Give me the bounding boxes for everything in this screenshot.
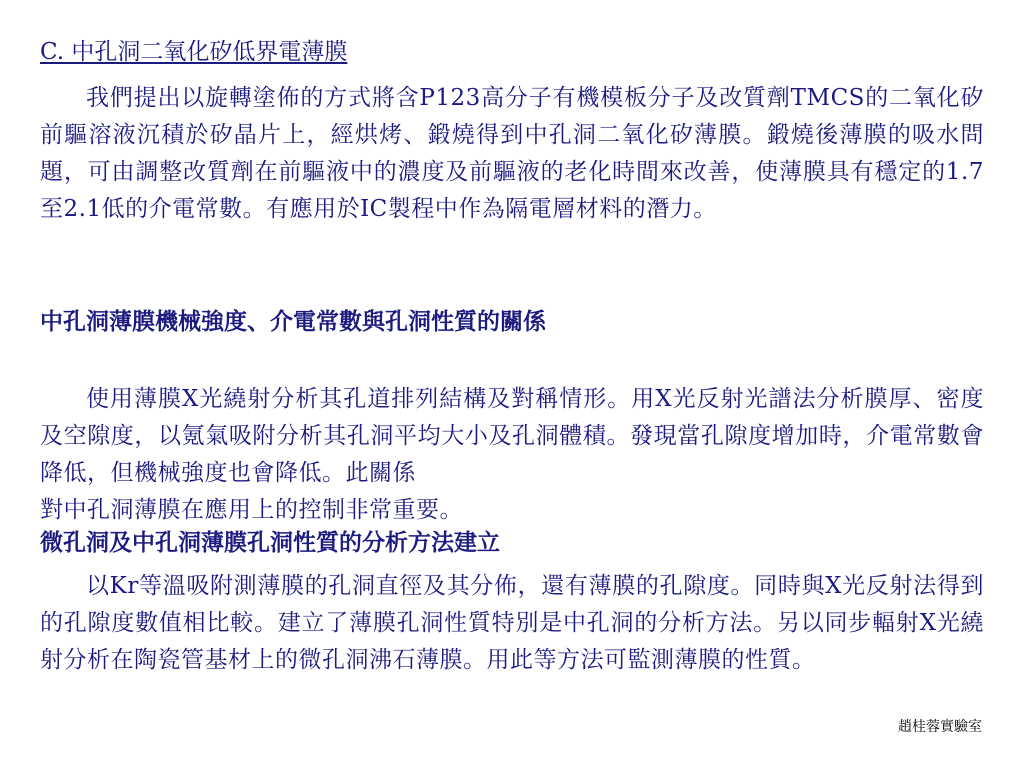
subheading-analysis-methods: 微孔洞及中孔洞薄膜孔洞性質的分析方法建立 [40,529,500,556]
footer-lab-label: 趙桂蓉實驗室 [898,719,982,735]
paragraph-2-block [40,381,984,529]
section-heading: C. 中孔洞二氧化矽低界電薄膜 [40,39,348,65]
paragraph-2-main: 使用薄膜X光繞射分析其孔道排列結構及對稱情形。用X光反射光譜法分析膜厚、密度及空隙度，以氪氣吸附分析其孔洞平均大小及孔洞體積。發現當孔隙度增加時，介電常數會降低，但機械強度也會降低。此關係 [40,386,984,486]
subheading-mechanical-strength: 中孔洞薄膜機械強度、介電常數與孔洞性質的關係 [40,308,546,335]
paragraph-3: 以Kr等溫吸附測薄膜的孔洞直徑及其分佈，還有薄膜的孔隙度。同時與X光反射法得到的孔隙度數值相比較。建立了薄膜孔洞性質特別是中孔洞的分析方法。另以同步輻射X光繞射分析在陶瓷管基材上的微孔洞沸石薄膜。用此等方法可監測薄膜的性質。 [40,573,984,673]
intro-paragraph-block [40,80,984,228]
paragraph-3-block [40,568,984,679]
intro-paragraph: 我們提出以旋轉塗佈的方式將含P123高分子有機模板分子及改質劑TMCS的二氧化矽前驅溶液沉積於矽晶片上，經烘烤、鍛燒得到中孔洞二氧化矽薄膜。鍛燒後薄膜的吸水問題，可由調整改質劑在前驅液中的濃度及前驅液的老化時間來改善，使薄膜具有穩定的1.7至2.1低的介電常數。有應用於IC製程中作為隔電層材料的潛力。 [40,85,984,222]
paragraph-2-tail: 對中孔洞薄膜在應用上的控制非常重要。 [40,497,463,523]
